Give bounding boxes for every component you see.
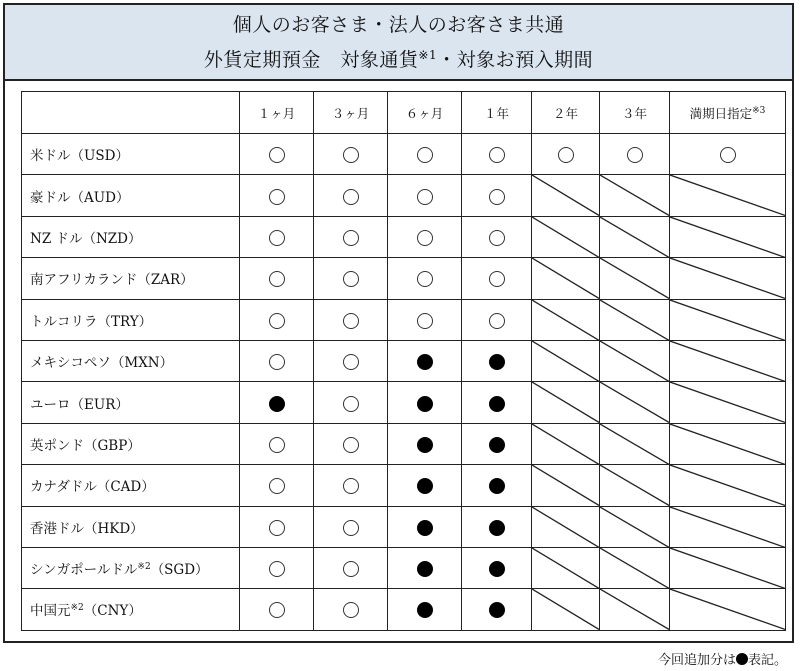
- availability-cell: [314, 299, 388, 340]
- currency-name: 英ポンド: [30, 437, 84, 454]
- unavailable-cell: [600, 423, 670, 464]
- currency-code: （CAD）: [96, 479, 155, 496]
- availability-cell: [388, 340, 462, 381]
- availability-cell: [462, 134, 532, 175]
- currency-label: [22, 134, 240, 175]
- open-circle-icon: [558, 147, 574, 163]
- availability-cell: [240, 134, 314, 175]
- open-circle-icon: [269, 602, 285, 618]
- unavailable-cell: [600, 506, 670, 547]
- availability-cell: [388, 589, 462, 630]
- unavailable-cell: [532, 175, 600, 216]
- table-row: [22, 340, 786, 381]
- open-circle-icon: [269, 189, 285, 205]
- open-circle-icon: [343, 313, 359, 329]
- currency-code: （SGD）: [150, 562, 209, 579]
- currency-code: （USD）: [70, 148, 129, 165]
- open-circle-icon: [269, 147, 285, 163]
- title-banner: [5, 5, 792, 81]
- diagonal-line-icon: [670, 382, 785, 422]
- table-row: [22, 134, 786, 175]
- table-header-row: [22, 92, 786, 134]
- header-label: ３ヶ月: [331, 105, 370, 121]
- availability-cell: [314, 465, 388, 506]
- header-label: １年: [483, 105, 509, 121]
- availability-cell: [388, 506, 462, 547]
- diagonal-line-icon: [600, 589, 669, 629]
- open-circle-icon: [343, 478, 359, 494]
- availability-cell: [240, 423, 314, 464]
- filled-circle-icon: [269, 396, 285, 412]
- diagonal-line-icon: [532, 341, 599, 381]
- unavailable-cell: [532, 299, 600, 340]
- title-line-2-rest: ・対象お預入期間: [437, 48, 594, 71]
- availability-cell: [240, 589, 314, 630]
- filled-circle-icon: [417, 561, 433, 577]
- availability-cell: [314, 506, 388, 547]
- availability-cell: [600, 134, 670, 175]
- open-circle-icon: [269, 520, 285, 536]
- currency-name: カナダドル: [30, 479, 97, 496]
- footnote-text-after: 表記。: [747, 653, 787, 668]
- filled-circle-icon: [417, 520, 433, 536]
- diagonal-line-icon: [670, 548, 785, 588]
- availability-cell: [462, 589, 532, 630]
- title-line-1: 個人のお客さま・法人のお客さま共通: [232, 13, 565, 36]
- footnote-text-before: 今回追加分は: [657, 653, 736, 668]
- currency-term-table: [21, 91, 786, 631]
- currency-label: [22, 258, 240, 299]
- currency-name: NZ ドル: [30, 230, 83, 247]
- filled-circle-icon: [417, 478, 433, 494]
- diagonal-line-icon: [600, 300, 669, 340]
- diagonal-line-icon: [670, 258, 785, 298]
- title-line-2-main: 外貨定期預金 対象通貨: [203, 48, 419, 71]
- open-circle-icon: [343, 561, 359, 577]
- currency-label: [22, 589, 240, 630]
- filled-circle-icon: [417, 354, 433, 370]
- availability-cell: [314, 382, 388, 423]
- availability-cell: [670, 134, 786, 175]
- availability-cell: [388, 299, 462, 340]
- table-frame: [3, 3, 794, 643]
- availability-cell: [388, 134, 462, 175]
- filled-circle-icon: [417, 396, 433, 412]
- diagonal-line-icon: [532, 300, 599, 340]
- open-circle-icon: [343, 147, 359, 163]
- unavailable-cell: [670, 216, 786, 257]
- unavailable-cell: [670, 423, 786, 464]
- table-row: [22, 589, 786, 630]
- availability-cell: [462, 465, 532, 506]
- filled-circle-icon: [489, 520, 505, 536]
- header-col-1m: [240, 92, 314, 134]
- unavailable-cell: [670, 589, 786, 630]
- header-col-3y: [600, 92, 670, 134]
- unavailable-cell: [532, 506, 600, 547]
- currency-name: トルコリラ: [30, 313, 98, 330]
- open-circle-icon: [417, 189, 433, 205]
- diagonal-line-icon: [600, 217, 669, 257]
- open-circle-icon: [343, 437, 359, 453]
- unavailable-cell: [532, 465, 600, 506]
- open-circle-icon: [343, 271, 359, 287]
- unavailable-cell: [532, 423, 600, 464]
- unavailable-cell: [600, 258, 670, 299]
- currency-code: （GBP）: [84, 437, 141, 454]
- availability-cell: [314, 589, 388, 630]
- unavailable-cell: [670, 258, 786, 299]
- diagonal-line-icon: [670, 175, 785, 215]
- table-row: [22, 506, 786, 547]
- unavailable-cell: [532, 258, 600, 299]
- diagonal-line-icon: [670, 507, 785, 547]
- title-footnote-mark: ※1: [418, 47, 438, 62]
- unavailable-cell: [670, 299, 786, 340]
- currency-label: [22, 423, 240, 464]
- availability-cell: [462, 423, 532, 464]
- diagonal-line-icon: [600, 465, 669, 505]
- filled-circle-icon: [417, 437, 433, 453]
- availability-cell: [240, 465, 314, 506]
- diagonal-line-icon: [532, 217, 599, 257]
- filled-circle-icon: [489, 354, 505, 370]
- currency-label: [22, 547, 240, 588]
- diagonal-line-icon: [670, 300, 785, 340]
- availability-cell: [240, 258, 314, 299]
- currency-code: （NZD）: [82, 230, 142, 247]
- availability-cell: [314, 258, 388, 299]
- currency-name: 豪ドル: [30, 189, 71, 206]
- currency-code: （EUR）: [70, 396, 129, 413]
- unavailable-cell: [600, 216, 670, 257]
- availability-cell: [314, 216, 388, 257]
- availability-cell: [462, 382, 532, 423]
- unavailable-cell: [600, 299, 670, 340]
- diagonal-line-icon: [600, 424, 669, 464]
- availability-cell: [388, 465, 462, 506]
- header-sup: ※3: [752, 105, 766, 116]
- availability-cell: [532, 134, 600, 175]
- open-circle-icon: [343, 230, 359, 246]
- diagonal-line-icon: [600, 341, 669, 381]
- availability-cell: [314, 134, 388, 175]
- diagonal-line-icon: [532, 465, 599, 505]
- open-circle-icon: [489, 147, 505, 163]
- currency-name: メキシコペソ: [30, 355, 111, 372]
- currency-code: （ZAR）: [137, 272, 194, 289]
- availability-cell: [314, 175, 388, 216]
- open-circle-icon: [269, 354, 285, 370]
- header-label: 満期日指定: [689, 105, 753, 121]
- open-circle-icon: [269, 313, 285, 329]
- currency-label: [22, 382, 240, 423]
- open-circle-icon: [417, 147, 433, 163]
- open-circle-icon: [269, 437, 285, 453]
- filled-circle-icon: [736, 653, 748, 665]
- table-row: [22, 465, 786, 506]
- open-circle-icon: [343, 602, 359, 618]
- currency-label: [22, 175, 240, 216]
- header-col-1y: [462, 92, 532, 134]
- currency-code: （TRY）: [97, 313, 153, 330]
- open-circle-icon: [269, 478, 285, 494]
- availability-cell: [388, 547, 462, 588]
- availability-cell: [388, 382, 462, 423]
- availability-cell: [314, 340, 388, 381]
- unavailable-cell: [532, 382, 600, 423]
- table-row: [22, 423, 786, 464]
- currency-label: [22, 299, 240, 340]
- unavailable-cell: [600, 589, 670, 630]
- diagonal-line-icon: [532, 548, 599, 588]
- availability-cell: [240, 340, 314, 381]
- filled-circle-icon: [489, 437, 505, 453]
- header-col-3m: [314, 92, 388, 134]
- diagonal-line-icon: [600, 258, 669, 298]
- diagonal-line-icon: [670, 424, 785, 464]
- diagonal-line-icon: [670, 217, 785, 257]
- unavailable-cell: [670, 340, 786, 381]
- currency-code: （AUD）: [70, 189, 130, 206]
- availability-cell: [462, 175, 532, 216]
- unavailable-cell: [600, 465, 670, 506]
- currency-name: 中国元: [30, 603, 71, 620]
- header-label: ２年: [552, 105, 578, 121]
- filled-circle-icon: [489, 478, 505, 494]
- diagonal-line-icon: [532, 382, 599, 422]
- unavailable-cell: [600, 340, 670, 381]
- availability-cell: [240, 216, 314, 257]
- filled-circle-icon: [489, 561, 505, 577]
- currency-name: 米ドル: [30, 148, 71, 165]
- table-row: [22, 547, 786, 588]
- availability-cell: [462, 340, 532, 381]
- availability-cell: [388, 216, 462, 257]
- availability-cell: [462, 506, 532, 547]
- currency-code: （MXN）: [110, 355, 174, 372]
- filled-circle-icon: [489, 602, 505, 618]
- availability-cell: [462, 216, 532, 257]
- availability-cell: [240, 506, 314, 547]
- header-label: １ヶ月: [257, 105, 296, 121]
- availability-cell: [240, 299, 314, 340]
- header-col-6m: [388, 92, 462, 134]
- unavailable-cell: [532, 547, 600, 588]
- unavailable-cell: [670, 465, 786, 506]
- header-col-maturity: [670, 92, 786, 134]
- diagonal-line-icon: [670, 589, 785, 629]
- availability-cell: [388, 258, 462, 299]
- unavailable-cell: [670, 506, 786, 547]
- currency-label: [22, 506, 240, 547]
- open-circle-icon: [489, 313, 505, 329]
- diagonal-line-icon: [532, 589, 599, 629]
- unavailable-cell: [600, 175, 670, 216]
- unavailable-cell: [600, 382, 670, 423]
- open-circle-icon: [343, 396, 359, 412]
- availability-cell: [240, 175, 314, 216]
- unavailable-cell: [600, 547, 670, 588]
- header-corner-cell: [22, 92, 240, 134]
- availability-cell: [462, 258, 532, 299]
- diagonal-line-icon: [670, 341, 785, 381]
- currency-footnote-mark: ※2: [137, 562, 151, 573]
- table-row: [22, 175, 786, 216]
- availability-cell: [388, 175, 462, 216]
- currency-label: [22, 340, 240, 381]
- diagonal-line-icon: [532, 258, 599, 298]
- diagonal-line-icon: [600, 382, 669, 422]
- header-col-2y: [532, 92, 600, 134]
- open-circle-icon: [417, 313, 433, 329]
- diagonal-line-icon: [532, 175, 599, 215]
- header-label: ６ヶ月: [405, 105, 444, 121]
- open-circle-icon: [269, 561, 285, 577]
- open-circle-icon: [269, 271, 285, 287]
- unavailable-cell: [532, 589, 600, 630]
- diagonal-line-icon: [532, 507, 599, 547]
- availability-cell: [314, 423, 388, 464]
- open-circle-icon: [343, 189, 359, 205]
- unavailable-cell: [670, 382, 786, 423]
- open-circle-icon: [489, 271, 505, 287]
- availability-cell: [240, 547, 314, 588]
- table-row: [22, 258, 786, 299]
- currency-name: 香港ドル: [30, 520, 84, 537]
- open-circle-icon: [489, 230, 505, 246]
- diagonal-line-icon: [600, 548, 669, 588]
- currency-footnote-mark: ※2: [70, 603, 84, 614]
- availability-cell: [462, 299, 532, 340]
- currency-label: [22, 465, 240, 506]
- open-circle-icon: [343, 354, 359, 370]
- open-circle-icon: [627, 147, 643, 163]
- availability-cell: [462, 547, 532, 588]
- title-line-2: [204, 40, 593, 75]
- currency-code: （CNY）: [83, 603, 142, 620]
- unavailable-cell: [532, 216, 600, 257]
- availability-cell: [314, 547, 388, 588]
- filled-circle-icon: [417, 602, 433, 618]
- currency-code: （HKD）: [84, 520, 144, 537]
- filled-circle-icon: [489, 396, 505, 412]
- availability-cell: [388, 423, 462, 464]
- table-row: [22, 216, 786, 257]
- table-row: [22, 382, 786, 423]
- diagonal-line-icon: [600, 175, 669, 215]
- currency-name: シンガポールドル: [30, 562, 138, 579]
- unavailable-cell: [532, 340, 600, 381]
- diagonal-line-icon: [600, 507, 669, 547]
- open-circle-icon: [489, 189, 505, 205]
- currency-label: [22, 216, 240, 257]
- open-circle-icon: [417, 230, 433, 246]
- unavailable-cell: [670, 547, 786, 588]
- header-label: ３年: [621, 105, 647, 121]
- table-row: [22, 299, 786, 340]
- open-circle-icon: [417, 271, 433, 287]
- unavailable-cell: [670, 175, 786, 216]
- diagonal-line-icon: [670, 465, 785, 505]
- currency-name: 南アフリカランド: [30, 272, 138, 289]
- open-circle-icon: [269, 230, 285, 246]
- diagonal-line-icon: [532, 424, 599, 464]
- open-circle-icon: [720, 147, 736, 163]
- currency-name: ユーロ: [30, 396, 71, 413]
- open-circle-icon: [343, 520, 359, 536]
- footnote: [658, 649, 787, 668]
- availability-cell: [240, 382, 314, 423]
